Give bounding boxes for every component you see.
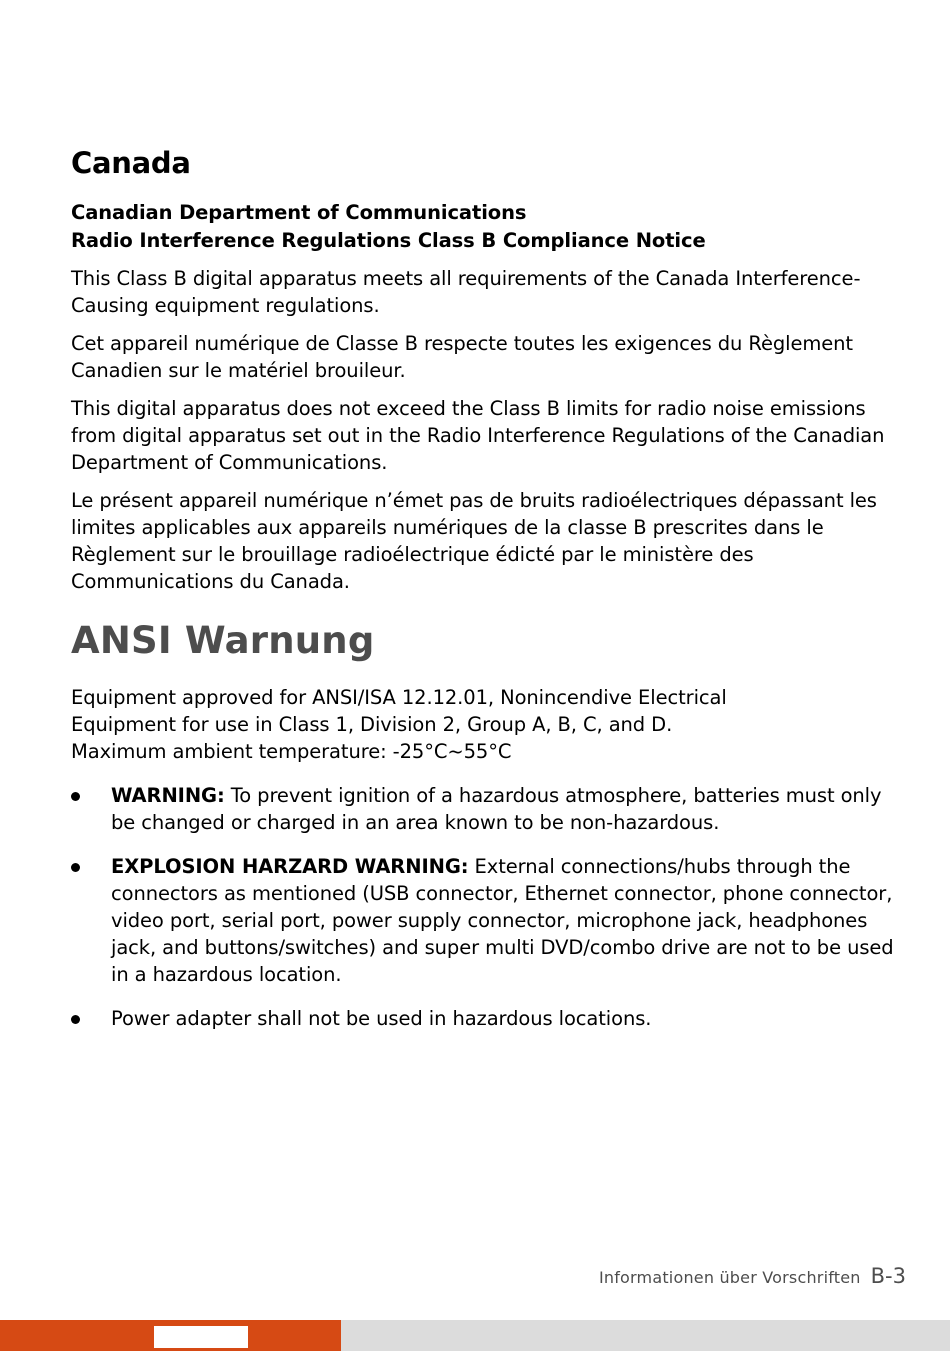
ansi-bullet-list <box>71 782 901 1032</box>
bullet-text: Power adapter shall not be used in hazardous locations. <box>111 1007 652 1030</box>
footer-section-text: Informationen über Vorschriften <box>598 1268 861 1287</box>
ansi-intro-line-2: Equipment for use in Class 1, Division 2, Group A, B, C, and D. <box>71 713 673 736</box>
section-title-ansi: ANSI Warnung <box>71 619 375 662</box>
page-content <box>71 142 901 1049</box>
ansi-intro-line-1: Equipment approved for ANSI/ISA 12.12.01, Nonincendive Electrical <box>71 686 727 709</box>
bullet-text: External connections/hubs through the connectors as mentioned (USB connector, Ethernet connector, phone connector, video port, serial port, power supply connector, microphone jack, headphones jack, and buttons/switches) and super multi DVD/combo drive are not to be used in a hazardous location. <box>111 855 894 986</box>
list-item <box>71 782 901 836</box>
bullet-icon <box>71 863 80 872</box>
paragraph-canada-english-1: This Class B digital apparatus meets all requirements of the Canada Interference-Causing equipment regulations. <box>71 267 861 317</box>
ansi-intro-line-3: Maximum ambient temperature: -25°C~55°C <box>71 740 512 763</box>
notice-heading <box>71 199 901 255</box>
bullet-icon <box>71 792 80 801</box>
bullet-icon <box>71 1015 80 1024</box>
bullet-text: To prevent ignition of a hazardous atmosphere, batteries must only be changed or charged in an area known to be non-hazardous. <box>111 784 882 834</box>
page-footer <box>599 1264 906 1288</box>
bottom-bar-marker <box>154 1326 248 1348</box>
footer-page-number: B-3 <box>870 1264 906 1288</box>
bullet-label: EXPLOSION HARZARD WARNING: <box>111 855 469 878</box>
notice-heading-line-1: Canadian Department of Communications <box>71 201 527 224</box>
section-title-canada: Canada <box>71 146 191 180</box>
list-item <box>71 853 901 988</box>
bottom-bar <box>0 1320 950 1351</box>
list-item <box>71 1005 901 1032</box>
notice-heading-line-2: Radio Interference Regulations Class B Compliance Notice <box>71 229 706 252</box>
paragraph-canada-english-2: This digital apparatus does not exceed the Class B limits for radio noise emissions from digital apparatus set out in the Radio Interference Regulations of the Canadian Department of Communications. <box>71 397 885 474</box>
paragraph-canada-french-1: Cet appareil numérique de Classe B respecte toutes les exigences du Règlement Canadien sur le matériel brouileur. <box>71 332 853 382</box>
bullet-label: WARNING: <box>111 784 225 807</box>
ansi-intro <box>71 684 901 765</box>
paragraph-canada-french-2: Le présent appareil numérique n’émet pas de bruits radioélectriques dépassant les limites applicables aux appareils numériques de la classe B prescrites dans le Règlement sur le brouillage radioélectrique édicté par le ministère des Communications du Canada. <box>71 489 877 593</box>
